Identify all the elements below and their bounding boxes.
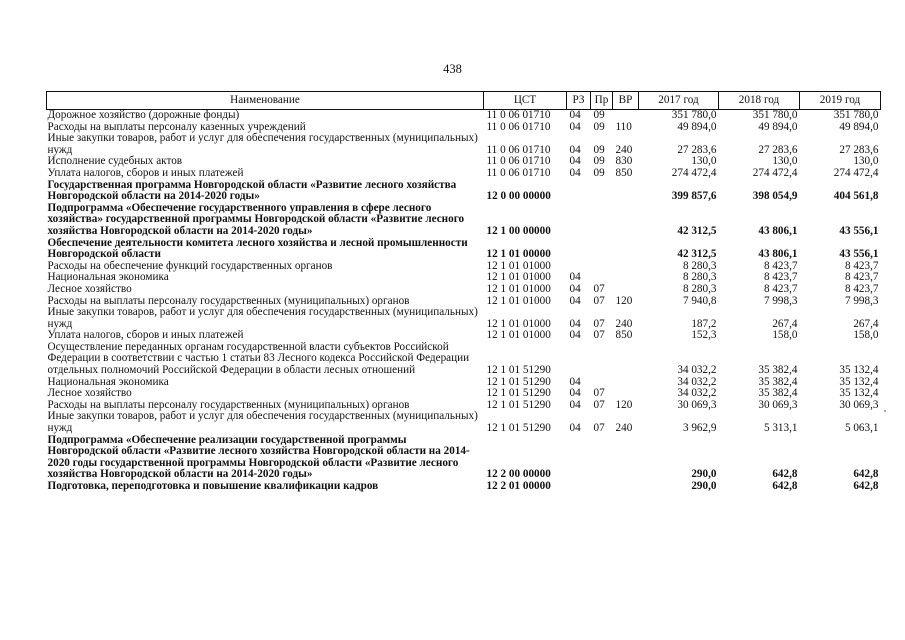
table-row: [47, 307, 881, 330]
cell-rz: [567, 180, 591, 203]
header-rz: РЗ: [567, 92, 591, 110]
cell-cst: 12 1 01 01000: [486, 317, 551, 330]
cell-y2017: 3 962,9: [682, 422, 717, 435]
cell-name: Дорожное хозяйство (дорожные фонды): [47, 109, 240, 121]
cell-name: Иные закупки товаров, работ и услуг для обеспечения государственных (муниципальных) нужд: [47, 132, 478, 156]
cell-y2019: 27 283,6: [839, 143, 879, 156]
cell-cst: 12 1 01 51290: [486, 387, 551, 400]
cell-name: Обеспечение деятельности комитета лесного хозяйства и лесной промышленности Новгородской области: [47, 236, 468, 261]
cell-y2019: 158,0: [853, 329, 879, 342]
cell-vr: [613, 342, 639, 377]
cell-name: Государственная программа Новгородской области «Развитие лесного хозяйства Новгородской области на 2014-2020 годы»: [47, 178, 457, 203]
cell-vr: [613, 377, 639, 389]
cell-vr: 240: [615, 143, 633, 156]
cell-pr: 07: [593, 387, 605, 400]
cell-rz: 04: [569, 120, 581, 133]
cell-vr: 120: [615, 294, 633, 307]
cell-y2017: 399 857,6: [671, 190, 717, 203]
table-row: [47, 377, 881, 389]
cell-y2017: 8 280,3: [682, 259, 717, 272]
cell-pr: [591, 180, 613, 203]
cell-rz: 04: [569, 271, 581, 284]
cell-y2017: 187,2: [691, 317, 717, 330]
table-body: [47, 110, 881, 493]
cell-cst: 12 1 01 51290: [486, 422, 551, 435]
cell-vr: 850: [615, 166, 633, 179]
cell-cst: 12 1 01 00000: [486, 248, 551, 261]
cell-vr: [613, 203, 639, 238]
cell-name: Иные закупки товаров, работ и услуг для обеспечения государственных (муниципальных) нужд: [47, 410, 478, 435]
cell-name: Уплата налогов, сборов и иных платежей: [47, 329, 244, 342]
cell-name: Иные закупки товаров, работ и услуг для обеспечения государственных (муниципальных) нужд: [47, 306, 478, 330]
cell-y2019: 43 556,1: [839, 224, 879, 237]
table-row: [47, 203, 881, 238]
cell-y2017: 351 780,0: [671, 109, 717, 121]
cell-cst: 12 1 01 01000: [486, 294, 551, 307]
table-row: [47, 481, 881, 493]
cell-y2018: 274 472,4: [752, 166, 798, 179]
cell-rz: 04: [569, 375, 581, 388]
header-pr: Пр: [591, 92, 613, 110]
cell-cst: 12 1 01 51290: [486, 364, 551, 377]
cell-vr: 240: [615, 422, 633, 435]
cell-y2018: 398 054,9: [752, 190, 798, 203]
cell-y2018: 43 806,1: [758, 224, 798, 237]
cell-y2018: 49 894,0: [758, 120, 798, 133]
cell-pr: 09: [593, 155, 605, 168]
cell-cst: 11 0 06 01710: [486, 109, 551, 121]
cell-cst: 11 0 06 01710: [486, 155, 551, 168]
cell-y2018: 351 780,0: [752, 109, 798, 121]
cell-pr: 07: [593, 398, 605, 411]
header-2017: 2017 год: [639, 92, 719, 110]
cell-y2017: 290,0: [691, 468, 717, 481]
cell-name: Подготовка, переподготовка и повышение квалификации кадров: [47, 480, 379, 492]
table-row: [47, 435, 881, 481]
cell-y2018: 43 806,1: [758, 248, 798, 261]
cell-y2017: 8 280,3: [682, 271, 717, 284]
cell-y2018: 35 382,4: [758, 364, 798, 377]
cell-cst: 12 1 01 01000: [486, 329, 551, 342]
cell-name: Национальная экономика: [47, 271, 169, 284]
cell-y2018: 8 423,7: [763, 271, 798, 284]
cell-cst: 12 1 01 01000: [486, 271, 551, 284]
cell-pr: [591, 435, 613, 481]
page-number: 438: [443, 62, 462, 76]
table-row: [47, 261, 881, 273]
header-vr: ВР: [613, 92, 639, 110]
table-header-row: [47, 92, 881, 110]
cell-y2019: 49 894,0: [839, 120, 879, 133]
cell-y2019: 8 423,7: [844, 271, 879, 284]
cell-rz: [567, 435, 591, 481]
cell-pr: 07: [593, 282, 605, 295]
cell-cst: 11 0 06 01710: [486, 120, 551, 133]
cell-pr: 07: [593, 294, 605, 307]
table-row: [47, 411, 881, 434]
cell-rz: [567, 203, 591, 238]
cell-y2018: 267,4: [772, 317, 798, 330]
cell-rz: 04: [569, 166, 581, 179]
cell-name: Расходы на выплаты персоналу государственных (муниципальных) органов: [47, 398, 410, 411]
cell-rz: 04: [569, 387, 581, 400]
cell-y2019: 7 998,3: [844, 294, 879, 307]
cell-y2017: 42 312,5: [677, 248, 717, 261]
cell-cst: 11 0 06 01710: [486, 166, 551, 179]
cell-pr: 07: [593, 329, 605, 342]
cell-y2019: 8 423,7: [844, 259, 879, 272]
cell-name: Лесное хозяйство: [47, 387, 132, 400]
cell-y2017: 49 894,0: [677, 120, 717, 133]
cell-vr: 110: [615, 120, 632, 133]
cell-y2018: 35 382,4: [758, 387, 798, 400]
cell-rz: 04: [569, 329, 581, 342]
cell-vr: [613, 481, 639, 493]
scan-speck: [884, 410, 886, 412]
cell-pr: [591, 342, 613, 377]
cell-rz: 04: [569, 282, 581, 295]
cell-y2019: 5 063,1: [844, 422, 879, 435]
cell-name: Осуществление переданных органам государственной власти субъектов Российской Федерации в соответствии с частью 1 статьи 83 Лесного кодекса Российской Федерации отдельных полномочий Российской Федерации в области лесных отношений: [47, 340, 470, 377]
cell-y2018: 8 423,7: [763, 259, 798, 272]
cell-name: Подпрограмма «Обеспечение государственного управления в сфере лесного хозяйства» государственной программы Новгородской области «Развитие лесного хозяйства Новгородской области на 2014-2020 годы»: [47, 201, 465, 237]
cell-y2019: 274 472,4: [833, 166, 879, 179]
budget-table: [46, 91, 881, 493]
cell-y2018: 35 382,4: [758, 375, 798, 388]
cell-pr: 09: [593, 166, 605, 179]
cell-y2017: 7 940,8: [682, 294, 717, 307]
cell-cst: 12 1 01 01000: [486, 259, 551, 272]
table-row: [47, 133, 881, 156]
table-row: [47, 110, 881, 122]
cell-y2017: 274 472,4: [671, 166, 717, 179]
cell-y2017: 8 280,3: [682, 282, 717, 295]
cell-pr: 07: [593, 422, 605, 435]
cell-y2017: 30 069,3: [677, 398, 717, 411]
cell-vr: [613, 180, 639, 203]
cell-cst: 12 2 01 00000: [486, 480, 551, 492]
cell-name: Уплата налогов, сборов и иных платежей: [47, 166, 244, 179]
table-row: [47, 342, 881, 377]
cell-y2017: 152,3: [691, 329, 717, 342]
cell-rz: 04: [569, 422, 581, 435]
cell-y2017: 34 032,2: [677, 387, 717, 400]
cell-vr: [613, 272, 639, 284]
cell-pr: [591, 261, 613, 273]
cell-rz: [567, 342, 591, 377]
cell-rz: 04: [569, 155, 581, 168]
cell-y2017: 290,0: [691, 480, 717, 492]
cell-y2018: 27 283,6: [758, 143, 798, 156]
cell-rz: 04: [569, 294, 581, 307]
cell-y2019: 404 561,8: [833, 190, 879, 203]
cell-cst: 11 0 06 01710: [486, 143, 551, 156]
cell-pr: 09: [593, 109, 605, 121]
cell-y2017: 34 032,2: [677, 375, 717, 388]
cell-vr: 120: [615, 398, 633, 411]
cell-name: Подпрограмма «Обеспечение реализации государственной программы Новгородской области «Развитие лесного хозяйства Новгородской области на 2014-2020 годы государственной программы Новгородской области «Развитие лесного хозяйства Новгородской области на 2014-2020 годы»: [47, 433, 470, 481]
cell-y2018: 642,8: [772, 468, 798, 481]
cell-y2018: 7 998,3: [763, 294, 798, 307]
cell-y2019: 351 780,0: [833, 109, 879, 121]
cell-vr: [613, 284, 639, 296]
cell-y2018: 30 069,3: [758, 398, 798, 411]
cell-cst: 12 1 01 51290: [486, 398, 551, 411]
cell-cst: 12 1 01 01000: [486, 282, 551, 295]
cell-name: Расходы на выплаты персоналу государственных (муниципальных) органов: [47, 294, 410, 307]
cell-y2019: 267,4: [853, 317, 879, 330]
cell-rz: 04: [569, 143, 581, 156]
cell-y2018: 642,8: [772, 480, 798, 492]
cell-vr: 830: [615, 155, 633, 168]
table-row: [47, 180, 881, 203]
cell-y2019: 35 132,4: [839, 364, 879, 377]
cell-name: Расходы на выплаты персоналу казенных учреждений: [47, 120, 306, 133]
table-row: [47, 272, 881, 284]
cell-rz: [567, 238, 591, 261]
cell-name: Расходы на обеспечение функций государственных органов: [47, 259, 333, 272]
cell-vr: [613, 261, 639, 273]
cell-name: Лесное хозяйство: [47, 282, 132, 295]
cell-y2019: 43 556,1: [839, 248, 879, 261]
cell-pr: 07: [593, 317, 605, 330]
cell-y2019: 30 069,3: [839, 398, 879, 411]
cell-y2019: 642,8: [853, 468, 879, 481]
cell-rz: 04: [569, 398, 581, 411]
cell-vr: 240: [615, 317, 633, 330]
cell-y2019: 8 423,7: [844, 282, 879, 295]
cell-rz: [567, 481, 591, 493]
cell-y2019: 35 132,4: [839, 375, 879, 388]
cell-y2017: 130,0: [691, 155, 717, 168]
table-row: [47, 238, 881, 261]
cell-cst: 12 1 01 51290: [486, 375, 551, 388]
cell-name: Национальная экономика: [47, 375, 169, 388]
cell-y2017: 42 312,5: [677, 224, 717, 237]
cell-rz: 04: [569, 109, 581, 121]
cell-vr: [613, 435, 639, 481]
cell-y2017: 34 032,2: [677, 364, 717, 377]
cell-cst: 12 2 00 00000: [486, 468, 551, 481]
header-2019: 2019 год: [800, 92, 881, 110]
cell-pr: [591, 238, 613, 261]
cell-pr: [591, 481, 613, 493]
cell-pr: 09: [593, 120, 605, 133]
cell-y2018: 158,0: [772, 329, 798, 342]
cell-pr: 09: [593, 143, 605, 156]
cell-pr: [591, 203, 613, 238]
header-cst: ЦСТ: [484, 92, 567, 110]
cell-y2018: 8 423,7: [763, 282, 798, 295]
cell-cst: 12 0 00 00000: [486, 190, 551, 203]
table-row: [47, 284, 881, 296]
cell-y2018: 5 313,1: [763, 422, 798, 435]
cell-name: Исполнение судебных актов: [47, 155, 183, 168]
cell-y2019: 642,8: [853, 480, 879, 492]
cell-vr: [613, 238, 639, 261]
header-2018: 2018 год: [719, 92, 800, 110]
cell-y2017: 27 283,6: [677, 143, 717, 156]
table-row: [47, 168, 881, 180]
cell-rz: 04: [569, 317, 581, 330]
header-name: Наименование: [47, 92, 484, 110]
cell-vr: [613, 110, 639, 122]
cell-y2019: 130,0: [853, 155, 879, 168]
cell-y2019: 35 132,4: [839, 387, 879, 400]
cell-cst: 12 1 00 00000: [486, 224, 551, 237]
cell-y2018: 130,0: [772, 155, 798, 168]
cell-vr: 850: [615, 329, 633, 342]
